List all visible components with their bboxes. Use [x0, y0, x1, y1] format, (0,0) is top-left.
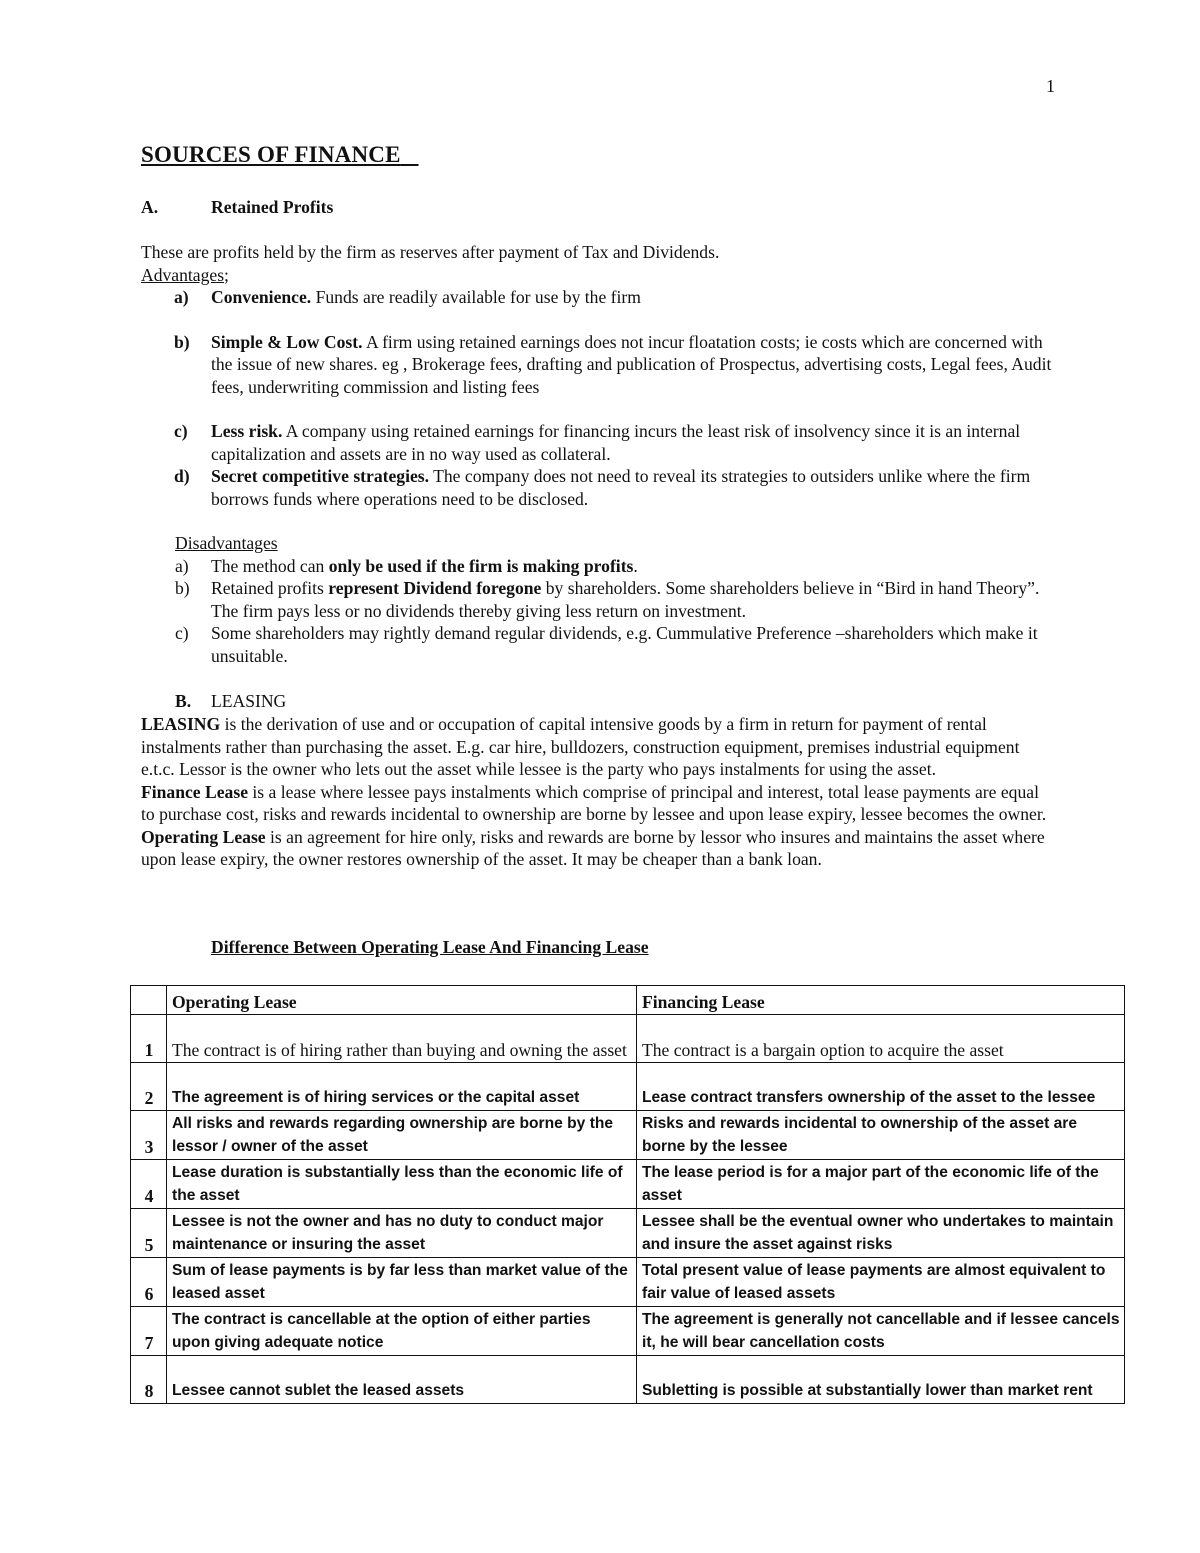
advantage-item — [141, 465, 1061, 510]
table-header-cell: Operating Lease — [167, 986, 637, 1015]
disadvantage-item — [141, 577, 1061, 622]
table-header-cell: Financing Lease — [637, 986, 1125, 1015]
finance-lease-term: Finance Lease — [141, 781, 249, 802]
disadvantage-text-end: . — [633, 555, 638, 576]
document-title-text: SOURCES OF FINANCE — [141, 142, 401, 167]
row-number: 4 — [131, 1160, 167, 1209]
advantage-text: A firm using retained earnings does not incur floatation costs; ie costs which are concerned with the issue of new shares. eg , Brokerage fees, drafting and publication of Prospectus, advertising costs, Legal fees, Audit fees, underwriting commission and listing fees — [211, 331, 1052, 397]
leasing-body — [141, 713, 1056, 871]
finance-lease-text: is a lease where lessee pays instalments which comprise of principal and interest, total lease payments are equal to purchase cost, risks and rewards incidental to ownership are borne by lessee and upon lease expiry, lessee becomes the owner. — [141, 781, 1047, 824]
operating-lease-text: is an agreement for hire only, risks and rewards are borne by lessor who insures and maintains the asset where upon lease expiry, the owner restores ownership of the asset. It may be cheaper than a bank loan. — [141, 826, 1045, 869]
financing-lease-cell: Risks and rewards incidental to ownership of the asset are borne by the lessee — [637, 1111, 1125, 1160]
leasing-term: LEASING — [141, 714, 221, 734]
advantages-label: Advantages; — [141, 264, 229, 285]
table-row — [131, 1209, 1125, 1258]
page-number: 1 — [1046, 76, 1055, 96]
disadvantage-text-end: by shareholders. Some shareholders believe in “Bird in hand Theory”. The firm pays less or no dividends thereby giving less return on investment. — [211, 578, 1040, 621]
disadvantage-emphasis: only be used if the firm is making profits — [328, 555, 634, 576]
finance-lease-definition — [141, 781, 1056, 826]
advantage-marker: a) — [174, 287, 189, 307]
advantage-item — [141, 420, 1061, 465]
financing-lease-cell: The contract is a bargain option to acquire the asset — [637, 1015, 1125, 1063]
section-a-heading — [141, 196, 333, 219]
disadvantage-emphasis: represent Dividend foregone — [328, 578, 542, 598]
advantage-marker: d) — [174, 466, 190, 486]
table-header-cell — [131, 986, 167, 1015]
row-number: 2 — [131, 1063, 167, 1111]
advantage-marker: c) — [174, 421, 188, 441]
operating-lease-cell: Lessee is not the owner and has no duty to conduct major maintenance or insuring the asset — [167, 1209, 637, 1258]
operating-lease-definition — [141, 826, 1056, 871]
advantage-term: Convenience. — [211, 287, 312, 307]
document-title — [141, 144, 418, 167]
operating-lease-cell: All risks and rewards regarding ownership are borne by the lessor / owner of the asset — [167, 1111, 637, 1160]
table-title: Difference Between Operating Lease And Financing Lease — [211, 937, 649, 957]
leasing-definition-text: is the derivation of use and or occupation of capital intensive goods by a firm in return for payment of rental instalments rather than purchasing the asset. E.g. car hire, bulldozers, construction equipment, premises industrial equipment e.t.c. Lessor is the owner who lets out the asset while lessee is the party who pays instalments for using the asset. — [141, 714, 1020, 779]
operating-lease-cell: The contract is of hiring rather than buying and owning the asset — [167, 1015, 637, 1063]
financing-lease-cell: Lease contract transfers ownership of the asset to the lessee — [637, 1063, 1125, 1111]
table-row — [131, 1307, 1125, 1356]
section-b-heading — [175, 690, 286, 713]
operating-lease-cell: The agreement is of hiring services or the capital asset — [167, 1063, 637, 1111]
row-number: 3 — [131, 1111, 167, 1160]
operating-lease-term: Operating Lease — [141, 826, 266, 847]
table-row — [131, 1111, 1125, 1160]
table-row — [131, 1015, 1125, 1063]
disadvantage-text: Some shareholders may rightly demand regular dividends, e.g. Cummulative Preference –shareholders which make it unsuitable. — [211, 623, 1038, 666]
table-row — [131, 1160, 1125, 1209]
retained-profits-intro: These are profits held by the firm as reserves after payment of Tax and Dividends. — [141, 242, 720, 262]
financing-lease-cell: Total present value of lease payments are almost equivalent to fair value of leased assets — [637, 1258, 1125, 1307]
advantage-item — [141, 331, 1061, 399]
disadvantage-text: The method can — [211, 555, 329, 576]
advantage-text: A company using retained earnings for financing incurs the least risk of insolvency since it is an internal capitalization and assets are in no way used as collateral. — [211, 421, 1021, 464]
leasing-definition — [141, 713, 1056, 781]
advantage-item — [141, 286, 1061, 309]
disadvantage-item — [141, 622, 1061, 667]
advantage-term: Secret competitive strategies. — [211, 466, 430, 486]
section-a-title: Retained Profits — [211, 197, 334, 217]
disadvantages-label: Disadvantages — [175, 533, 278, 553]
table-row — [131, 1258, 1125, 1307]
disadvantage-item — [141, 555, 1061, 578]
advantage-term: Simple & Low Cost. — [211, 331, 363, 352]
operating-lease-cell: Lease duration is substantially less than the economic life of the asset — [167, 1160, 637, 1209]
advantage-text: Funds are readily available for use by the firm — [311, 287, 641, 307]
section-a-letter: A. — [141, 197, 159, 217]
advantage-text: The company does not need to reveal its strategies to outsiders unlike where the firm borrows funds where operations need to be disclosed. — [211, 466, 1031, 509]
disadvantage-marker: b) — [175, 578, 190, 598]
lease-comparison-table — [130, 985, 1125, 1404]
financing-lease-cell: Lessee shall be the eventual owner who undertakes to maintain and insure the asset against risks — [637, 1209, 1125, 1258]
disadvantage-text: Retained profits — [211, 578, 329, 598]
operating-lease-cell: Lessee cannot sublet the leased assets — [167, 1356, 637, 1404]
row-number: 6 — [131, 1258, 167, 1307]
row-number: 5 — [131, 1209, 167, 1258]
disadvantage-marker: a) — [175, 555, 189, 576]
table-row — [131, 1356, 1125, 1404]
table-row — [131, 1063, 1125, 1111]
section-b-letter: B. — [175, 691, 192, 711]
section-b-title: LEASING — [211, 691, 287, 711]
advantage-term: Less risk. — [211, 421, 283, 441]
financing-lease-cell: The lease period is for a major part of the economic life of the asset — [637, 1160, 1125, 1209]
table-header-row — [131, 986, 1125, 1015]
row-number: 1 — [131, 1015, 167, 1063]
financing-lease-cell: Subletting is possible at substantially lower than market rent — [637, 1356, 1125, 1404]
operating-lease-cell: The contract is cancellable at the option of either parties upon giving adequate notice — [167, 1307, 637, 1356]
financing-lease-cell: The agreement is generally not cancellable and if lessee cancels it, he will bear cancellation costs — [637, 1307, 1125, 1356]
operating-lease-cell: Sum of lease payments is by far less than market value of the leased asset — [167, 1258, 637, 1307]
row-number: 8 — [131, 1356, 167, 1404]
disadvantage-marker: c) — [175, 623, 189, 643]
row-number: 7 — [131, 1307, 167, 1356]
retained-profits-body — [141, 241, 1061, 667]
advantage-marker: b) — [174, 331, 190, 352]
